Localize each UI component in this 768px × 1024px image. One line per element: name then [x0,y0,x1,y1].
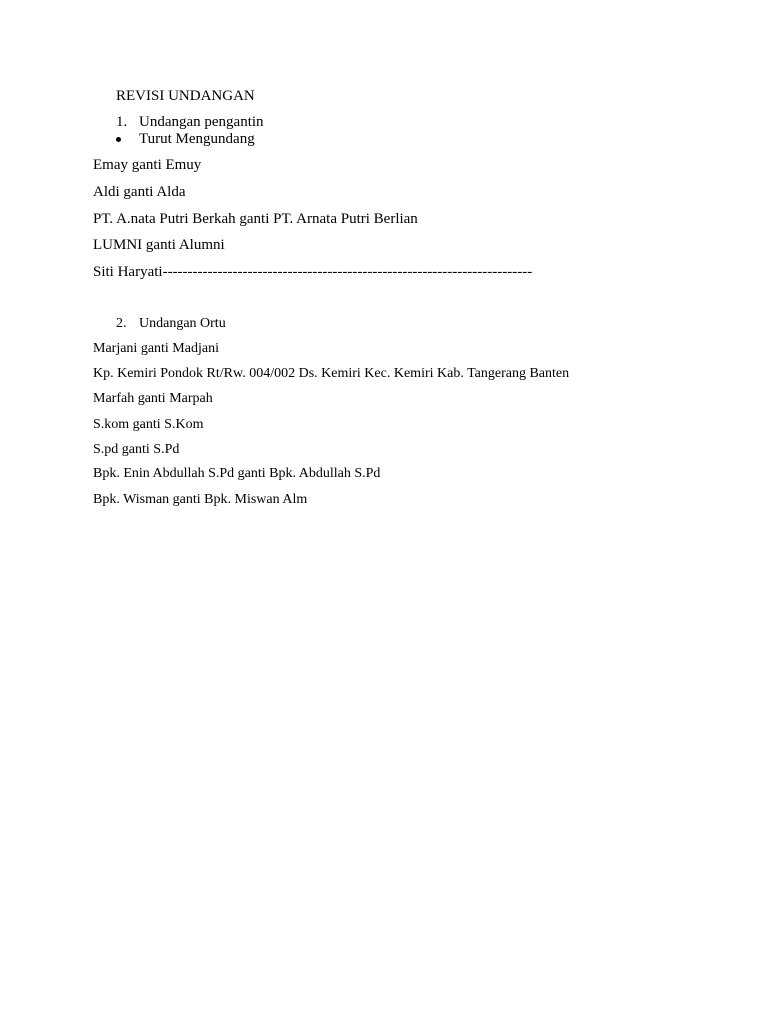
bullet-icon [116,137,121,142]
section-2-number: 2. [116,316,127,331]
section-2-line: Bpk. Enin Abdullah S.Pd ganti Bpk. Abdullah S.Pd [93,466,381,481]
section-1-line: Aldi ganti Alda [93,184,186,200]
section-1-line: PT. A.nata Putri Berkah ganti PT. Arnata Putri Berlian [93,211,418,227]
section-2-line: Bpk. Wisman ganti Bpk. Miswan Alm [93,492,308,507]
section-1-bullet-text: Turut Mengundang [139,131,255,147]
section-1-heading: Undangan pengantin [139,114,264,130]
section-2-line: S.kom ganti S.Kom [93,417,204,432]
section-2-line: Kp. Kemiri Pondok Rt/Rw. 004/002 Ds. Kemiri Kec. Kemiri Kab. Tangerang Banten [93,366,570,381]
section-2-line: Marfah ganti Marpah [93,391,213,406]
section-2-line: S.pd ganti S.Pd [93,442,180,457]
section-2-heading: Undangan Ortu [139,316,226,331]
section-2-line: Marjani ganti Madjani [93,341,219,356]
section-1-number: 1. [116,114,128,130]
section-1-line: LUMNI ganti Alumni [93,237,225,253]
section-1-line: Emay ganti Emuy [93,157,202,173]
document-title: REVISI UNDANGAN [116,88,255,104]
section-1-line: Siti Haryati-------------------------------------------------------------------------- [93,264,533,280]
